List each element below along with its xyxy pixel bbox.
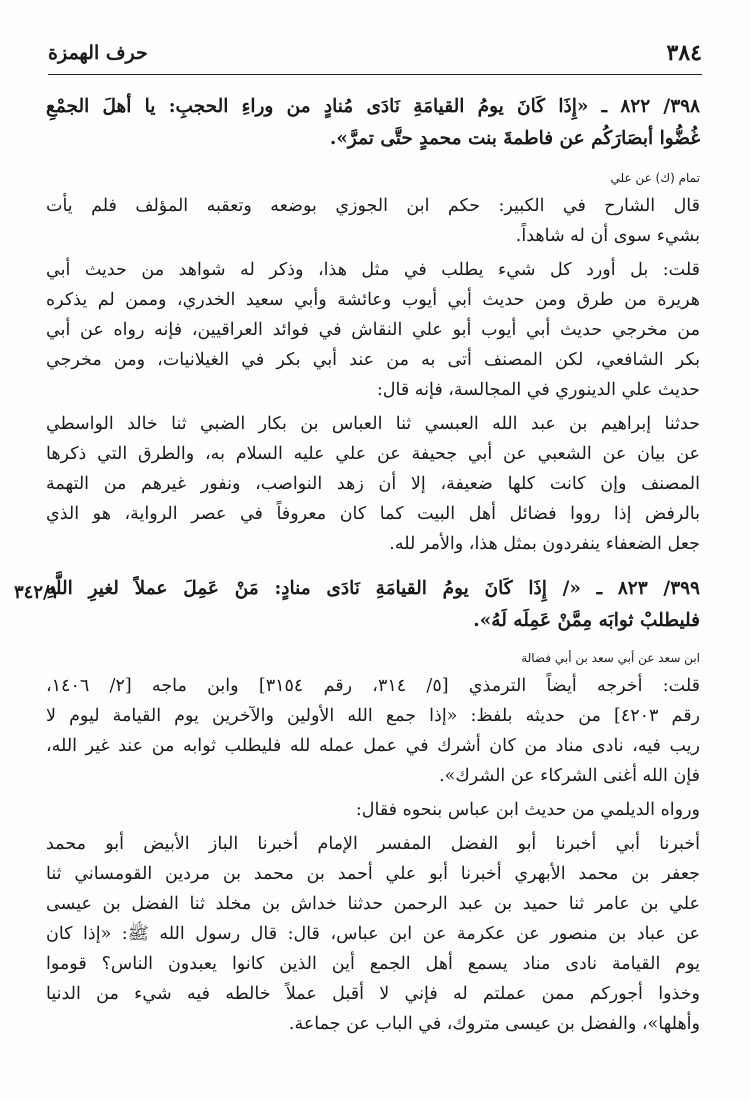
- commentary-line: من مخرجي حديث أبي أيوب أبو علي النقاش في فوائد العراقيين، فإنه رواه عن أبي: [46, 320, 700, 340]
- commentary-line: قلت: أخرجه أيضاً الترمذي [٥/ ٣١٤، رقم ٣١٥٤] وابن ماجه [٢/ ١٤٠٦،: [46, 676, 700, 696]
- commentary-line: المصنف وإن كانت كلها ضعيفة، إلا أن زهد النواصب، ونفور غيرهم من التهمة: [46, 474, 700, 494]
- commentary-line: حدثنا إبراهيم بن عبد الله العبسي ثنا العباس بن بكار الضبي ثنا خالد الواسطي: [46, 414, 700, 434]
- hadith-398-line-2: غُضُّوا أبصَارَكُم عن فاطمةَ بنت محمدٍ حتَّى تمرَّ».: [329, 128, 700, 149]
- page-number: ٣٨٤: [666, 40, 702, 66]
- commentary-line: علي بن عامر ثنا حميد بن عبد الرحمن حدثنا خداش بن مخلد ثنا الفضل بن عيسى: [46, 894, 700, 914]
- hadith-399-line-2: فليطلبْ ثوابَه مِمَّنْ عَمِلَه لَهُ».: [473, 610, 700, 631]
- hadith-398-line-1: ٣٩٨/ ٨٢٢ ـ «إِذَا كَانَ يومُ القيامَةِ نَادَى مُنادٍ من وراءِ الحجبِ: يا أهلَ الجمْعِ: [46, 96, 700, 117]
- commentary-line: رقم ٤٢٠٣] من حديثه بلفظ: «إذا جمع الله الأولين والآخرين يوم القيامة ليوم لا: [46, 706, 701, 726]
- hadith-398-source: تمام (ك) عن علي: [610, 171, 700, 185]
- commentary-line: وخذوا أجوركم ممن عملتم له فإني لا أقبل عملاً خالطه فيه شيء من الدنيا: [46, 984, 700, 1004]
- commentary-line: ريب فيه، نادى مناد من كان أشرك في عمل عمله لله فليطلب ثوابه من عند غير الله،: [46, 736, 700, 756]
- commentary-line: هريرة من طرق ومن حديث أبي أيوب وعائشة وأبي سعيد الخدري، وممن لم يذكره: [46, 290, 700, 310]
- commentary-line: يوم القيامة نادى مناد يسمع أهل الجمع أين الذين كانوا يعبدون الناس؟ قوموا: [46, 954, 700, 974]
- chapter-title: حرف الهمزة: [48, 42, 148, 64]
- commentary-line: بالرفض إذا رووا فضائل أهل البيت كما كان معروفاً في عصر الرواية، هو الذي: [46, 504, 700, 524]
- commentary-line: ورواه الديلمي من حديث ابن عباس بنحوه فقال:: [355, 800, 700, 820]
- commentary-line: جعفر بن محمد الأبهري أخبرنا أبو علي أحمد بن محمد بن مردين القومساني ثنا: [46, 864, 700, 884]
- hadith-399-line-1: ٣٩٩/ ٨٢٣ ـ «/ إِذَا كَانَ يومُ القيامَةِ نَادَى منادٍ: مَنْ عَمِلَ عملاً لغيرِ اللَّهِ: [46, 578, 700, 599]
- margin-reference: ٣٤٢/١: [14, 582, 60, 603]
- commentary-line: بشيء سوى أن له شاهداً.: [515, 226, 700, 246]
- commentary-line: قال الشارح في الكبير: حكم ابن الجوزي بوضعه وتعقبه المؤلف فلم يأت: [46, 196, 700, 216]
- commentary-line: حديث علي الدينوري في المجالسة، فإنه قال:: [376, 380, 700, 400]
- commentary-line: بكر الشافعي، لكن المصنف أتى به من عند أبي بكر في الغيلانيات، ومن مخرجي: [46, 350, 700, 370]
- hadith-399-source: ابن سعد عن أبي سعد بن أبي فضالة: [521, 651, 700, 665]
- commentary-line: وأهلها»، والفضل بن عيسى متروك، في الباب عن جماعة.: [288, 1014, 700, 1034]
- commentary-line: أخبرنا أبي أخبرنا أبو الفضل المفسر الإمام أخبرنا الباز الأبيض أبو محمد: [46, 834, 700, 854]
- commentary-line: جعل الضعفاء ينفردون بمثل هذا، والأمر لله.: [389, 534, 700, 554]
- commentary-line: فإن الله أغنى الشركاء عن الشرك».: [439, 766, 700, 786]
- commentary-line: عن بيان عن الشعبي عن أبي جحيفة عن علي عليه السلام به، والطرق التي ذكرها: [46, 444, 700, 464]
- page-header: [48, 38, 702, 75]
- commentary-line: عن عباد بن منصور عن عكرمة عن ابن عباس، قال: قال رسول الله ﷺ: «إذا كان: [46, 924, 700, 944]
- commentary-line: قلت: بل أورد كل شيء يطلب في مثل هذا، وذكر له شواهد من حديث أبي: [46, 260, 700, 280]
